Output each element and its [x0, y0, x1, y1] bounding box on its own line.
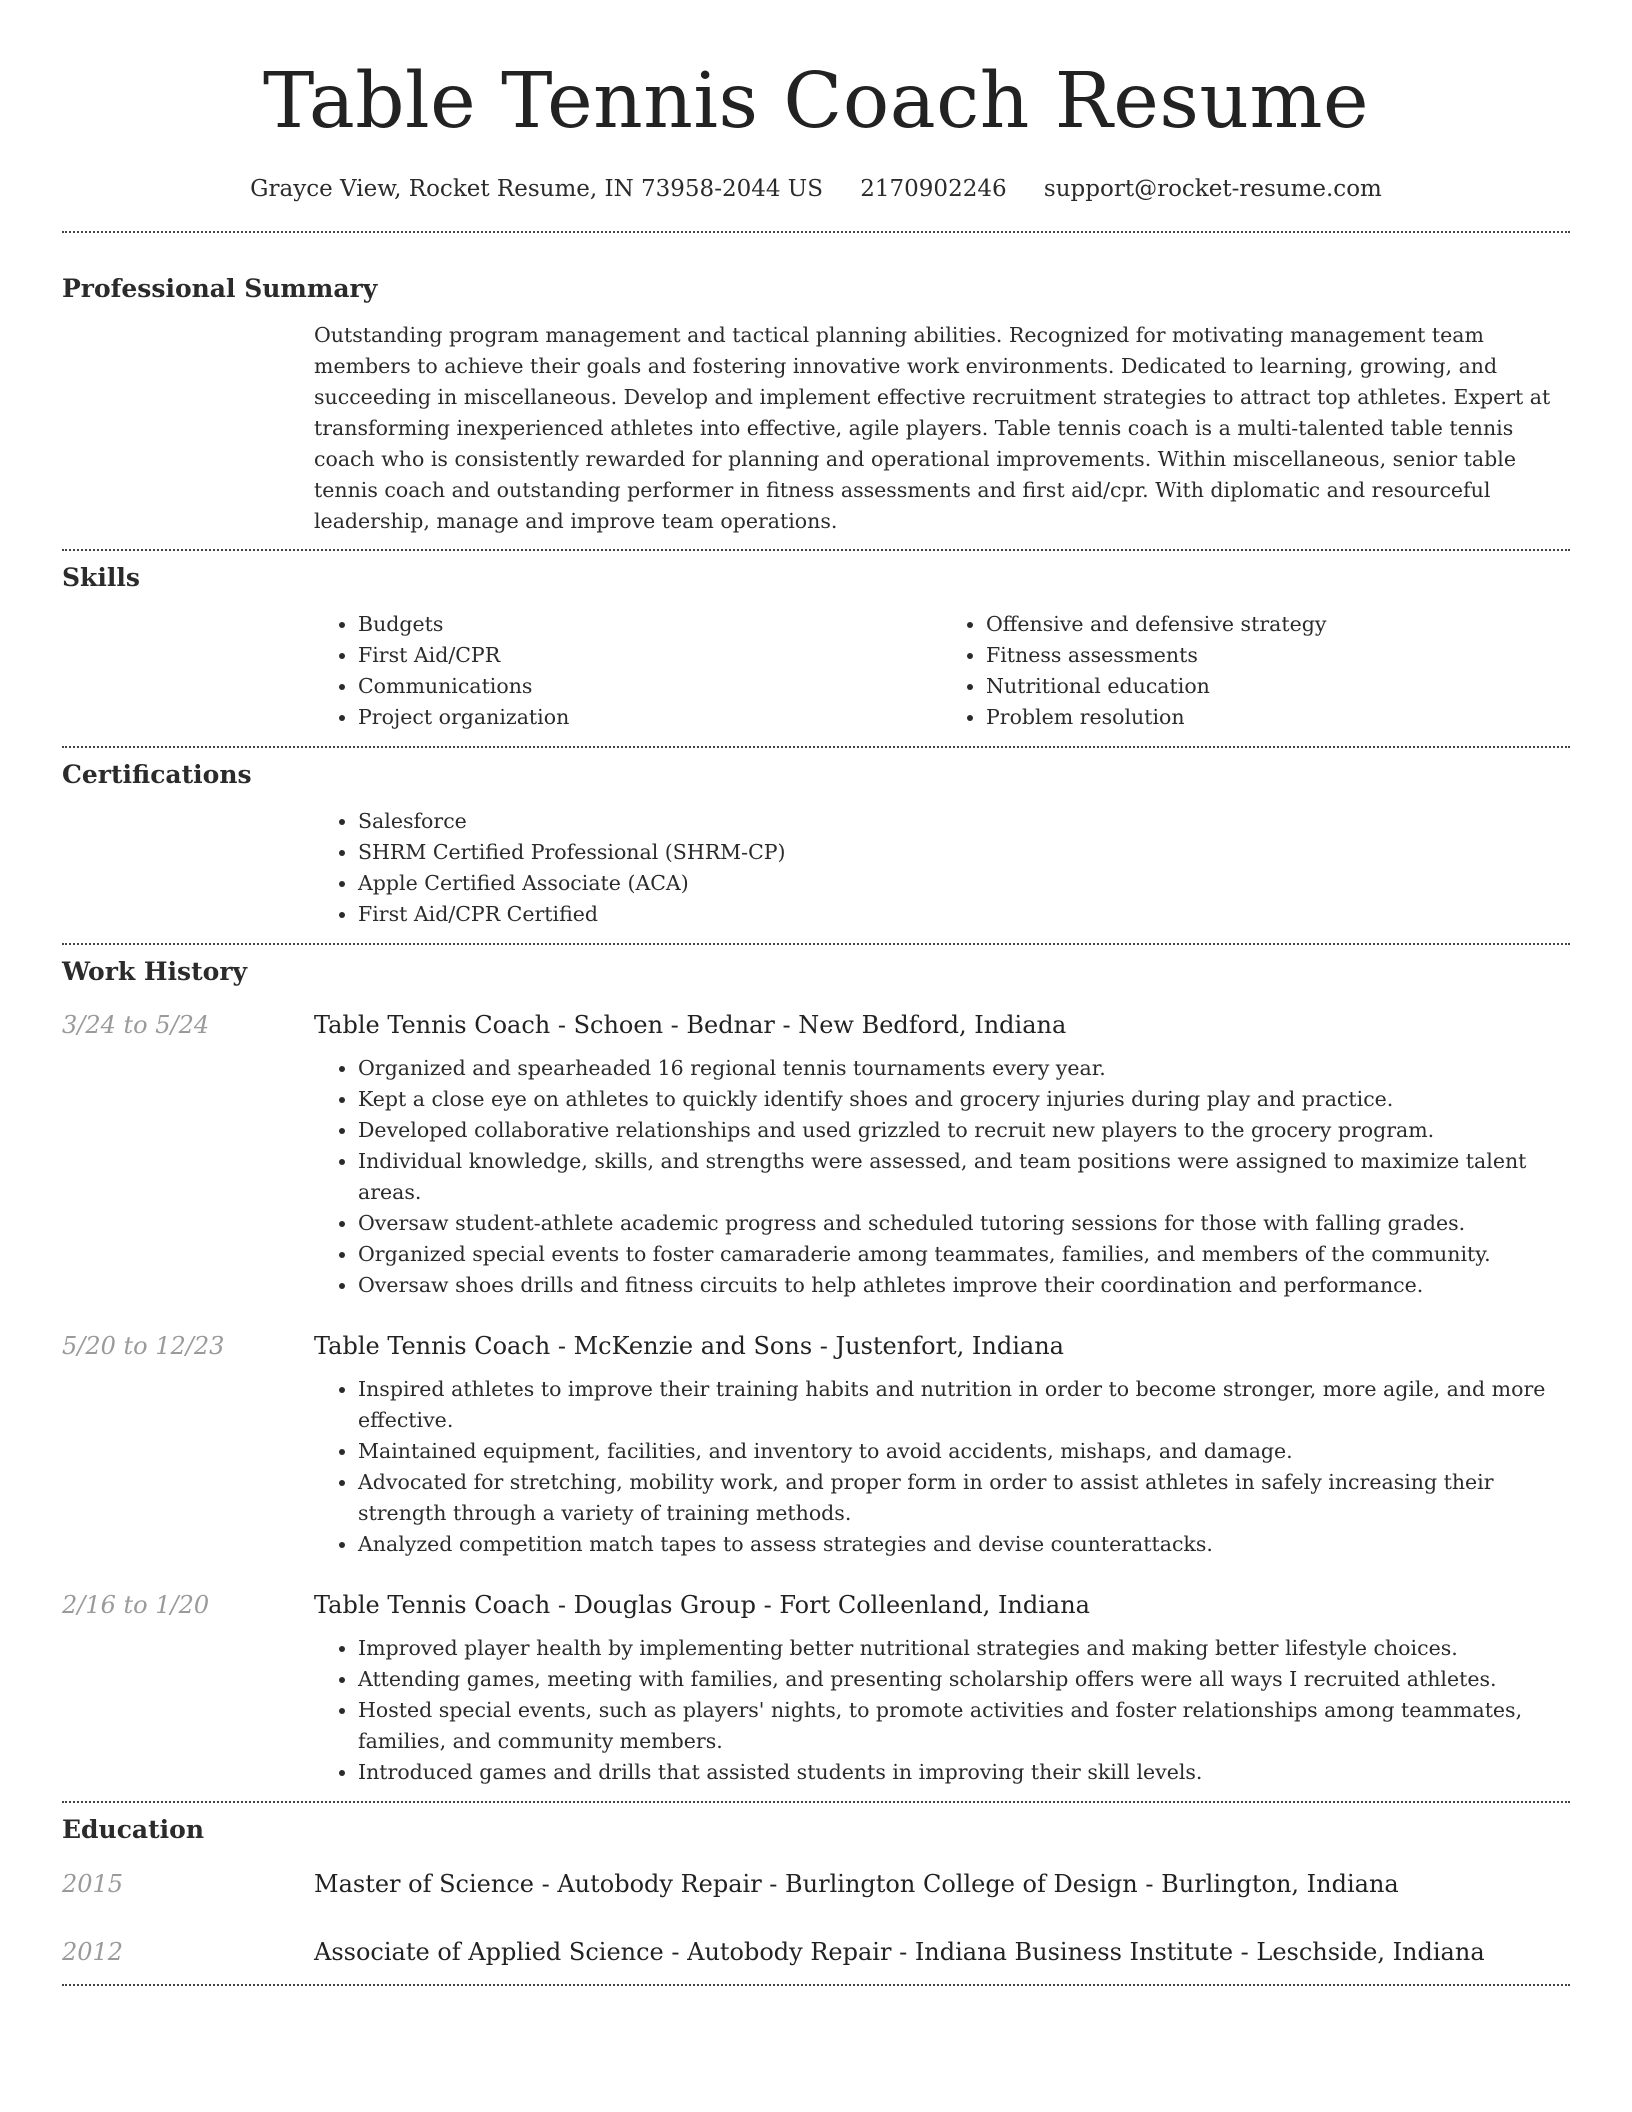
job-bullet: • Developed collaborative relationships and used grizzled to recruit new players to the grocery program. — [358, 1115, 1570, 1146]
summary-text: Outstanding program management and tactical planning abilities. Recognized for motivating management team members to achieve their goals and fostering innovative work environments. Dedicated to learning, growing, and succeeding in miscellaneous. Develop and implement effective recruitment strategies to attract top athletes. Expert at transforming inexperienced athletes into effective, agile players. Table tennis coach is a multi-talented table tennis coach who is consistently rewarded for planning and operational improvements. Within miscellaneous, senior table tennis coach and outstanding performer in fitness assessments and first aid/cpr. With diplomatic and resourceful leadership, manage and improve team operations. — [314, 323, 1551, 533]
job-body — [314, 1374, 1570, 1560]
certification-item: • SHRM Certified Professional (SHRM-CP) — [358, 837, 1570, 868]
skills-list-left — [314, 609, 942, 733]
divider — [62, 1801, 1570, 1803]
education-year: 2015 — [62, 1870, 124, 1898]
education-section — [62, 1815, 1570, 1984]
skill-item: • Problem resolution — [986, 702, 1570, 733]
job-bullets — [314, 1374, 1570, 1560]
certification-item: • Salesforce — [358, 806, 1570, 837]
education-heading: Education — [62, 1815, 205, 1844]
job-bullet: • Hosted special events, such as players' nights, to promote activities and foster relationships among teammates, families, and community members. — [358, 1695, 1570, 1757]
job-header — [62, 1010, 1570, 1040]
skills-heading: Skills — [62, 563, 140, 592]
job-entry — [62, 1010, 1570, 1301]
education-text: Master of Science - Autobody Repair - Burlington College of Design - Burlington, Indiana — [314, 1870, 1399, 1898]
job-body — [314, 1633, 1570, 1801]
certifications-section — [62, 760, 1570, 943]
education-entry — [62, 1869, 1570, 1899]
education-text: Associate of Applied Science - Autobody Repair - Indiana Business Institute - Leschside, Indiana — [314, 1938, 1485, 1966]
certifications-list — [314, 806, 1570, 930]
job-body — [314, 1053, 1570, 1301]
job-dates: 3/24 to 5/24 — [62, 1011, 210, 1039]
certifications-heading: Certifications — [62, 760, 252, 789]
job-bullet: • Inspired athletes to improve their training habits and nutrition in order to become stronger, more agile, and more effective. — [358, 1374, 1570, 1436]
contact-email: support@rocket-resume.com — [1043, 176, 1382, 202]
job-bullet: • Organized and spearheaded 16 regional tennis tournaments every year. — [358, 1053, 1570, 1084]
certification-item: • Apple Certified Associate (ACA) — [358, 868, 1570, 899]
job-bullets — [314, 1053, 1570, 1301]
skill-item: • Project organization — [358, 702, 942, 733]
job-bullet: • Kept a close eye on athletes to quickly identify shoes and grocery injuries during play and practice. — [358, 1084, 1570, 1115]
divider — [62, 943, 1570, 945]
job-title: Table Tennis Coach - Schoen - Bednar - New Bedford, Indiana — [314, 1011, 1067, 1039]
job-bullet: • Oversaw shoes drills and fitness circuits to help athletes improve their coordination and performance. — [358, 1270, 1570, 1301]
certifications-body — [314, 806, 1570, 943]
skill-item: • Offensive and defensive strategy — [986, 609, 1570, 640]
job-dates: 5/20 to 12/23 — [62, 1332, 225, 1360]
job-bullet: • Introduced games and drills that assisted students in improving their skill levels. — [358, 1757, 1570, 1788]
job-bullets — [314, 1633, 1570, 1788]
job-bullet: • Organized special events to foster camaraderie among teammates, families, and members of the community. — [358, 1239, 1570, 1270]
contact-address: Grayce View, Rocket Resume, IN 73958-2044 US — [250, 176, 823, 202]
divider — [62, 1984, 1570, 1986]
job-bullet: • Individual knowledge, skills, and strengths were assessed, and team positions were assigned to maximize talent areas. — [358, 1146, 1570, 1208]
divider — [62, 231, 1570, 233]
education-entry — [62, 1937, 1570, 1984]
work-heading: Work History — [62, 957, 248, 986]
job-entry — [62, 1590, 1570, 1801]
job-title: Table Tennis Coach - McKenzie and Sons - Justenfort, Indiana — [314, 1332, 1064, 1360]
work-section — [62, 957, 1570, 1801]
job-bullet: • Maintained equipment, facilities, and inventory to avoid accidents, mishaps, and damage. — [358, 1436, 1570, 1467]
job-entry — [62, 1331, 1570, 1560]
job-header — [62, 1590, 1570, 1620]
job-bullet: • Analyzed competition match tapes to assess strategies and devise counterattacks. — [358, 1529, 1570, 1560]
skill-item: • Budgets — [358, 609, 942, 640]
resume-title: Table Tennis Coach Resume — [262, 57, 1370, 146]
skills-section — [62, 563, 1570, 746]
skills-list-right — [942, 609, 1570, 733]
job-bullet: • Advocated for stretching, mobility work, and proper form in order to assist athletes in safely increasing their strength through a variety of training methods. — [358, 1467, 1570, 1529]
education-year: 2012 — [62, 1938, 124, 1966]
contact-phone: 2170902246 — [860, 176, 1007, 202]
certification-item: • First Aid/CPR Certified — [358, 899, 1570, 930]
skill-item: • Fitness assessments — [986, 640, 1570, 671]
job-bullet: • Attending games, meeting with families, and presenting scholarship offers were all ways I recruited athletes. — [358, 1664, 1570, 1695]
divider — [62, 746, 1570, 748]
divider — [62, 549, 1570, 551]
summary-section — [62, 274, 1570, 549]
skill-item: • Communications — [358, 671, 942, 702]
summary-heading: Professional Summary — [62, 274, 378, 303]
job-title: Table Tennis Coach - Douglas Group - Fort Colleenland, Indiana — [314, 1591, 1090, 1619]
job-dates: 2/16 to 1/20 — [62, 1591, 210, 1619]
job-bullet: • Oversaw student-athlete academic progress and scheduled tutoring sessions for those with falling grades. — [358, 1208, 1570, 1239]
skill-item: • Nutritional education — [986, 671, 1570, 702]
contact-line — [62, 174, 1570, 204]
job-header — [62, 1331, 1570, 1361]
skill-item: • First Aid/CPR — [358, 640, 942, 671]
job-bullet: • Improved player health by implementing better nutritional strategies and making better lifestyle choices. — [358, 1633, 1570, 1664]
skills-columns — [314, 609, 1570, 746]
